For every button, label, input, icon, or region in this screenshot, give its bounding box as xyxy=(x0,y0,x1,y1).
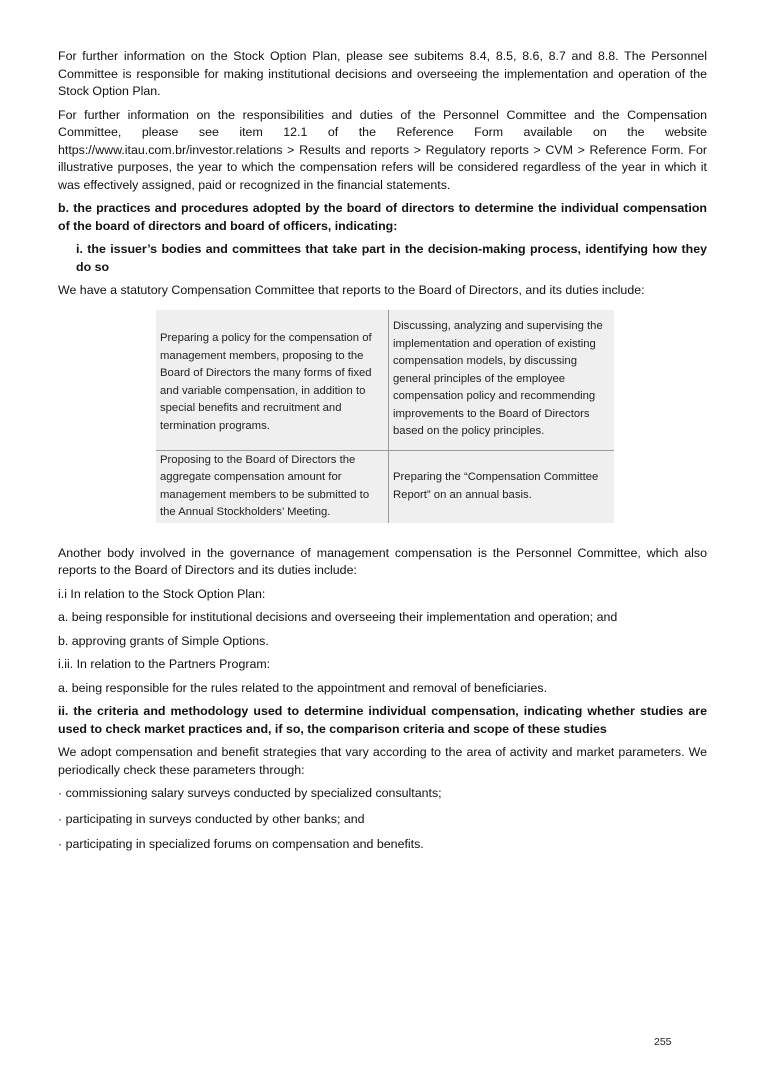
paragraph-strategies: We adopt compensation and benefit strategies that vary according to the area of activity and market parameters. We periodically check these parameters through: xyxy=(58,745,707,777)
paragraph-personnel-committee: Another body involved in the governance of management compensation is the Personnel Committee, which also reports to the Board of Directors and its duties include: xyxy=(58,545,707,577)
table-cell-proposing: Proposing to the Board of Directors the aggregate compensation amount for management members to be submitted to the Annual Stockholders’ Meeting. xyxy=(156,450,389,523)
paragraph-compensation-committee: We have a statutory Compensation Committee that reports to the Board of Directors, and its duties include: xyxy=(58,283,645,297)
heading-ii-criteria: ii. the criteria and methodology used to determine individual compensation, indicating whether studies are used to check market practices and, if so, the comparison criteria and scope of these studies xyxy=(58,704,707,736)
table-row xyxy=(156,310,614,451)
paragraph-stock-option-info: For further information on the Stock Option Plan, please see subitems 8.4, 8.5, 8.6, 8.7 and 8.8. The Personnel Committee is responsible for making institutional decisions and overseeing the implementation and operation of the Stock Option Plan. xyxy=(58,49,707,98)
page-number: 255 xyxy=(654,1036,672,1048)
table-cell-report: Preparing the “Compensation Committee Report” on an annual basis. xyxy=(393,471,599,501)
paragraph-responsibilities-info: For further information on the responsibilities and duties of the Personnel Committee and the Compensation Committee, please see item 12.1 of the Reference Form available on the website https://www.itau.com.br/investor.relations > Results and reports > Regulatory reports > CVM > Reference Form. For illustrative purposes, the year to which the compensation refers will be considered regardless of the year in which it was effectively assigned, paid or recognized in the financial statements. xyxy=(58,107,707,192)
document-page xyxy=(58,48,707,862)
list-item: · participating in surveys conducted by other banks; and xyxy=(58,811,365,826)
paragraph-item-a-rules: a. being responsible for the rules related to the appointment and removal of beneficiaries. xyxy=(58,680,548,695)
paragraph-partners-relation: i.ii. In relation to the Partners Program: xyxy=(58,657,271,671)
list-item: · commissioning salary surveys conducted by specialized consultants; xyxy=(58,786,442,800)
table-row xyxy=(156,450,614,523)
table-cell-discussing: Discussing, analyzing and supervising the implementation and operation of existing compensation models, by discussing general principles of the employee compensation policy and recommending improvements to the Board of Directors based on the policy principles. xyxy=(389,310,615,451)
paragraph-stock-option-relation: i.i In relation to the Stock Option Plan: xyxy=(58,586,266,601)
duties-table-image xyxy=(156,310,614,523)
table-cell-policy: Preparing a policy for the compensation of management members, proposing to the Board of Directors the many forms of fixed and variable compensation, in addition to special benefits and recruitment and termination programs. xyxy=(156,310,389,451)
heading-b-practices: b. the practices and procedures adopted by the board of directors to determine the individual compensation of the board of directors and board of officers, indicating: xyxy=(58,201,707,233)
heading-i-bodies: i. the issuer’s bodies and committees that take part in the decision-making process, identifying how they do so xyxy=(76,242,707,274)
paragraph-item-b-grants: b. approving grants of Simple Options. xyxy=(58,633,269,648)
paragraph-item-a-institutional: a. being responsible for institutional decisions and overseeing their implementation and operation; and xyxy=(58,610,618,624)
list-item: · participating in specialized forums on compensation and benefits. xyxy=(58,837,424,851)
duties-table xyxy=(156,310,614,523)
